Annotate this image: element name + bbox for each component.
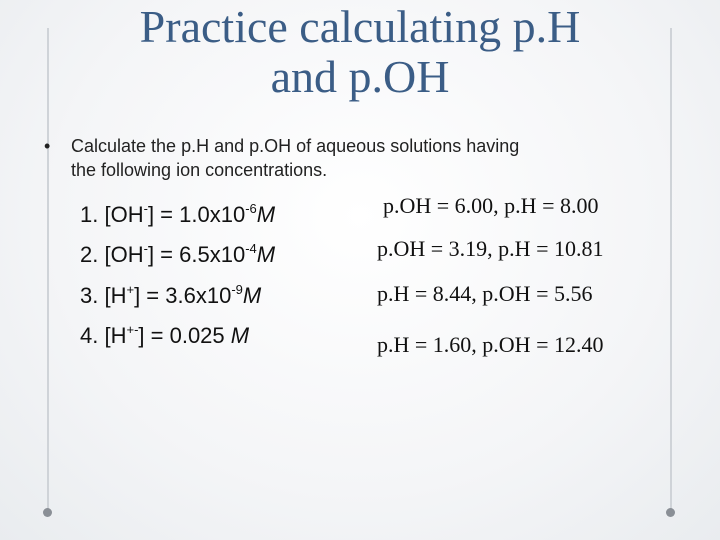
- answer-1: p.OH = 6.00, p.H = 8.00: [383, 193, 599, 218]
- answer-4: p.H = 1.60, p.OH = 12.40: [377, 332, 604, 357]
- slide-title: [40, 2, 680, 102]
- right-frame-dot: [666, 508, 675, 517]
- answer-2: p.OH = 3.19, p.H = 10.81: [377, 236, 604, 261]
- problem-1: 1. $[OH^-] = 1.0x10^{-6}M$: [80, 201, 276, 227]
- problem-4: 4. [H+-] = 0.025 M: [80, 322, 250, 348]
- instruction-line-2: the following ion concentrations.: [71, 160, 328, 180]
- instruction-line-1: Calculate the p.H and p.OH of aqueous solutions having: [71, 136, 520, 156]
- left-frame-dot: [43, 508, 52, 517]
- problem-2: 2. $[OH^-] = 6.5x10^{-4}M$: [80, 241, 276, 267]
- title-line-1: Practice calculating p.H: [139, 1, 581, 52]
- answer-3: p.H = 8.44, p.OH = 5.56: [377, 281, 593, 306]
- bullet-mark: •: [44, 136, 51, 156]
- problem-3: 3. $[H^+] = 3.6x10^{-9}M$: [80, 282, 262, 308]
- instruction-text: [71, 134, 671, 182]
- title-line-2: and p.OH: [270, 51, 450, 102]
